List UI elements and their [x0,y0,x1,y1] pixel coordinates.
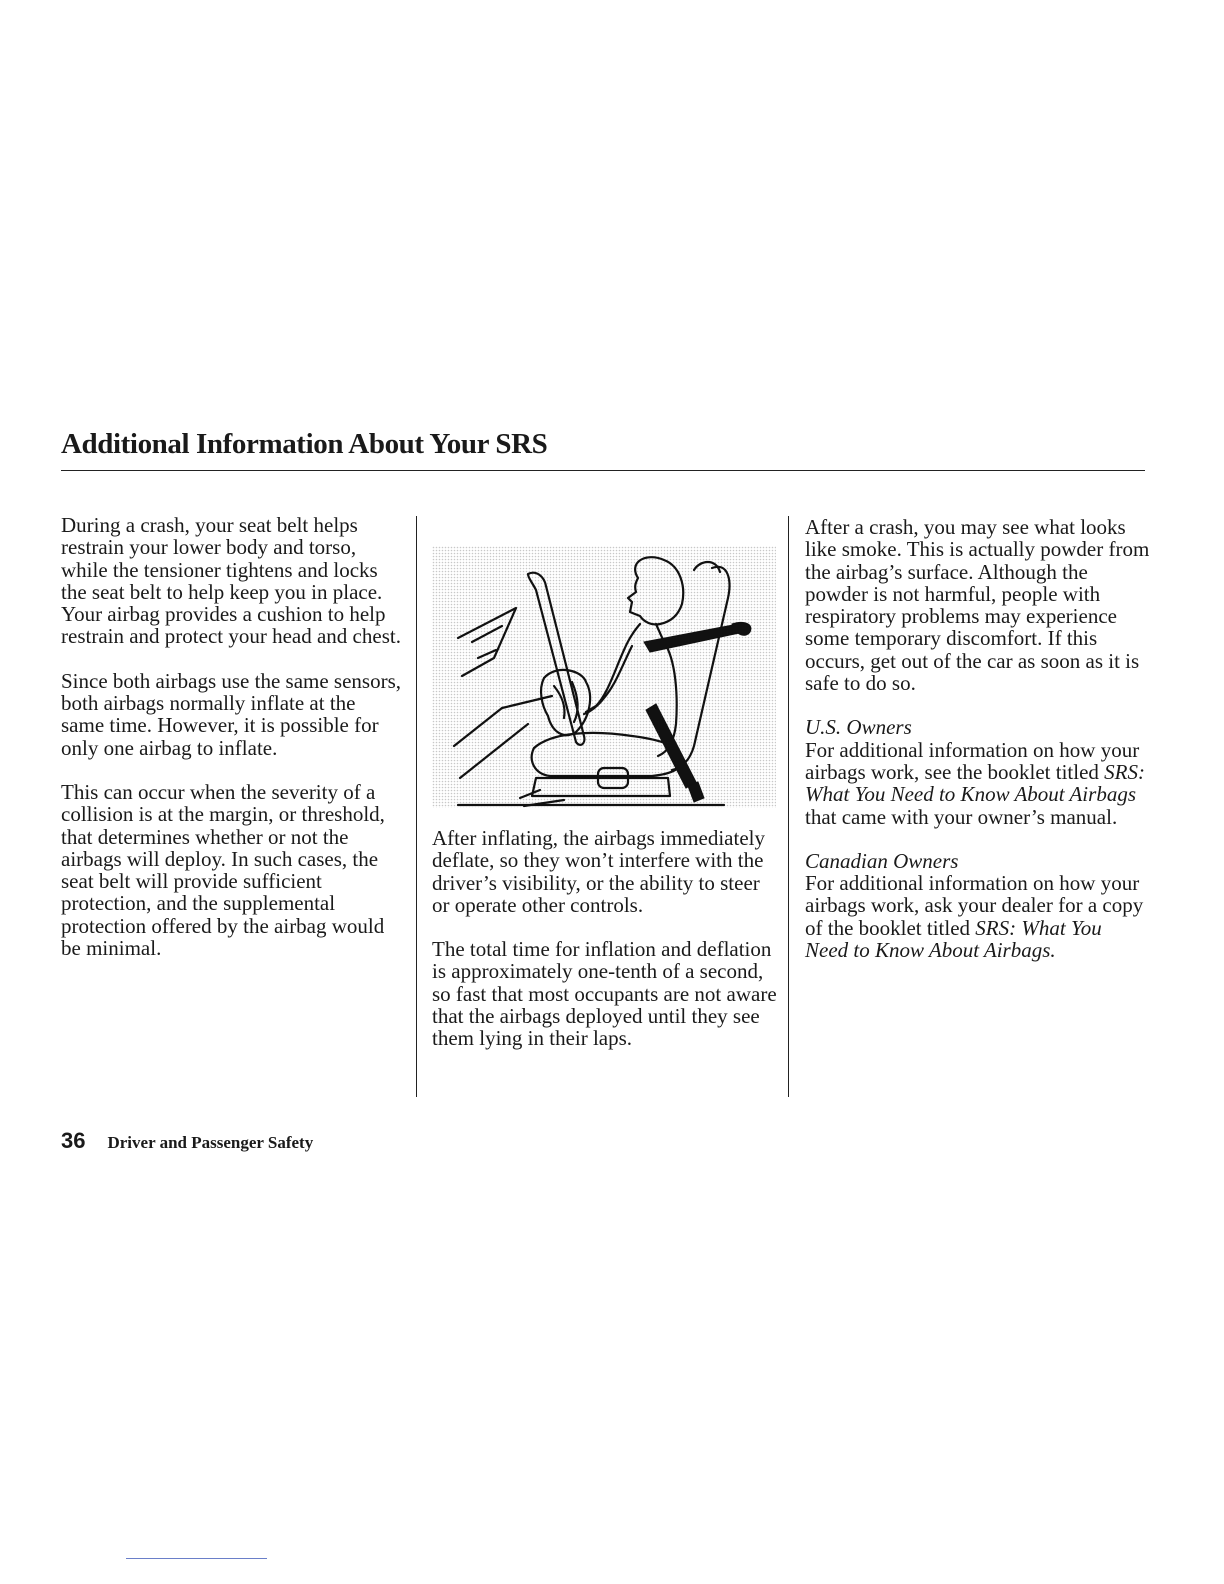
us-owners-text: For additional information on how your airbags work, see the booklet titled [805,737,1140,784]
canadian-owners-text: For additional information on how your airbags work, ask your dealer for a copy of the booklet titled [805,871,1144,940]
airbag-deflating-driver-illustration-icon [432,546,776,816]
paragraph: After a crash, you may see what looks like smoke. This is actually powder from the airbag’s surface. Although the powder is not harmful, people with respiratory problems may experience some temporary discomfort. If this occurs, get out of the car as soon as it is safe to do so. [805,515,1150,696]
paragraph: Since both airbags use the same sensors, both airbags normally inflate at the same time. However, it is possible for only one airbag to inflate. [61,668,402,760]
canadian-owners-section [805,850,1150,961]
section-name: Driver and Passenger Safety [107,1133,314,1152]
canadian-owners-heading: Canadian Owners [805,848,959,873]
page-title: Additional Information About Your SRS [61,428,548,460]
paragraph: This can occur when the severity of a collision is at the margin, or threshold, that determines whether or not the airbags will deploy. In such cases, the seat belt will provide sufficient protection, and the supplemental protection offered by the airbag would be minimal. [61,779,385,961]
title-rule [61,470,1145,471]
us-owners-heading: U.S. Owners [805,715,912,740]
canadian-booklet-title: SRS: What You Need to Know About Airbags. [805,915,1102,963]
us-booklet-title: SRS: What You Need to Know About Airbags [805,759,1145,807]
right-column [805,516,1150,983]
left-column [61,514,401,981]
page-footer [61,1128,313,1154]
us-owners-text-end: that came with your owner’s manual. [805,804,1118,829]
paragraph: During a crash, your seat belt helps restrain your lower body and torso, while the tensioner tightens and locks the seat belt to help keep you in place. Your airbag provides a cushion to help restrain and protect your head and chest. [61,513,401,649]
paragraph: After inflating, the airbags immediately deflate, so they won’t interfere with the driver’s visibility, or the ability to steer or operate other controls. [432,826,765,917]
column-divider [416,516,417,1097]
paragraph: The total time for inflation and deflation is approximately one-tenth of a second, so fast that most occupants are not aware that the airbags deployed until they see them lying in their laps. [432,937,777,1051]
us-owners-section [805,716,1150,827]
column-divider [788,516,789,1097]
bottom-rule [126,1558,267,1559]
page-number: 36 [61,1128,86,1153]
middle-column [432,827,777,1072]
